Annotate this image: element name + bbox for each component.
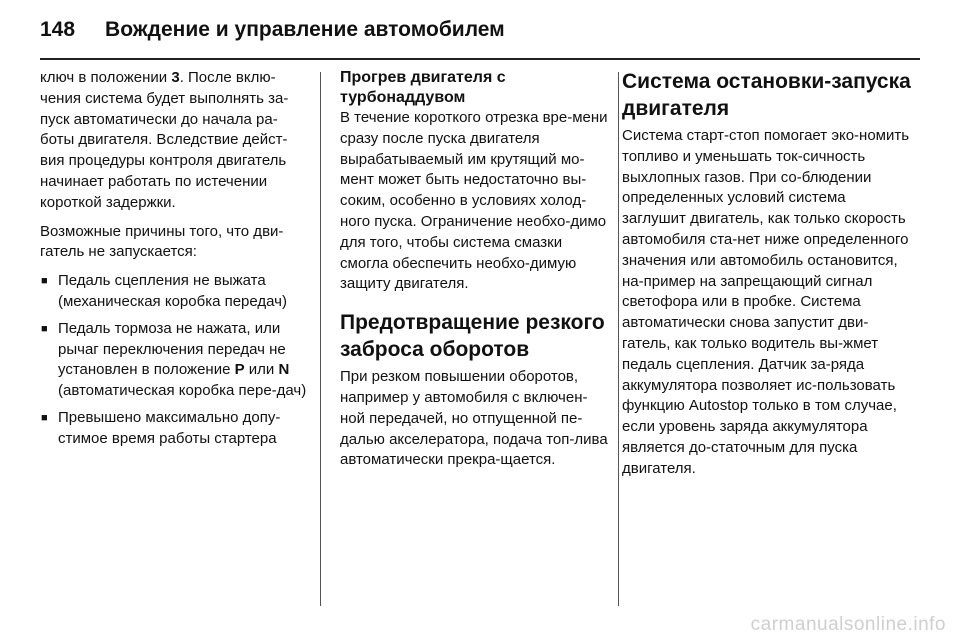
key-position-3: 3 xyxy=(171,69,180,86)
column-middle xyxy=(340,68,612,479)
column-right xyxy=(622,68,912,488)
page-number: 148 xyxy=(40,18,76,41)
turbo-warmup-paragraph: В течение короткого отрезка вре-мени сразу после пуска двигателя вырабатываемый им крутящий мо-мент может быть недостаточно вы-соким, особенно в условиях холод-ного пуска. Ограничение необхо-димо для того, чтобы система смазки смогла обеспечить необхо-димую защиту двигателя. xyxy=(340,109,608,293)
section-heading-turbo-warmup: Прогрев двигателя с турбонаддувом xyxy=(340,69,506,106)
column-divider xyxy=(618,72,619,606)
stop-start-paragraph: Система старт-стоп помогает эко-номить топливо и уменьшать ток-сичность выхлопных газов. При со-блюдении определенных условий система заглушит двигатель, как только скорость автомобиля ста-нет ниже определенного значения или автомобиль остановится, на-пример на запрещающий сигнал светофора или в пробке. Система автоматически снова запустит дви-гатель, как только водитель вы-жмет педаль сцепления. Датчик за-ряда аккумулятора позволяет ис-пользовать функцию Autostop только в том случае, если уровень заряда аккумулятора является до-статочным для пуска двигателя. xyxy=(622,127,910,477)
page-header xyxy=(40,10,505,50)
list-item xyxy=(40,271,310,313)
list-item-text: Педаль тормоза не нажата, или рычаг переключения передач не установлен в положение xyxy=(58,319,286,379)
intro-text-start: ключ в положении xyxy=(40,69,172,86)
intro-paragraph xyxy=(40,68,310,214)
section-heading-stop-start: Система остановки-запуска двигателя xyxy=(622,70,911,120)
list-item-text: Педаль сцепления не выжата (механическая коробка передач) xyxy=(58,272,287,310)
list-item-text: или xyxy=(244,361,279,379)
header-divider xyxy=(40,58,920,60)
intro-text-end: . После вклю-чения система будет выполнять за-пуск автоматически до начала ра-боты двигателя. Вследствие дейст-вия процедуры контроля двигатель начинает работать по истечении короткой задержки. xyxy=(40,69,289,211)
list-item xyxy=(40,319,310,402)
list-item-text: (автоматическая коробка пере-дач) xyxy=(58,382,307,400)
column-left xyxy=(40,68,310,456)
overrun-paragraph: При резком повышении оборотов, например у автомобиля с включен-ной передачей, но отпущенной пе-далью акселератора, подача топ-лива автоматически прекра-щается. xyxy=(340,368,608,469)
watermark: carmanualsonline.info xyxy=(750,614,946,635)
column-divider xyxy=(320,72,321,606)
list-item-text: Превышено максимально допу-стимое время работы стартера xyxy=(58,408,281,447)
list-item xyxy=(40,408,310,450)
reasons-paragraph: Возможные причины того, что дви-гатель не запускается: xyxy=(40,222,284,261)
gear-position-p: P xyxy=(234,361,245,379)
reasons-list xyxy=(40,271,310,449)
gear-position-n: N xyxy=(278,361,290,379)
section-heading-overrun: Предотвращение резкого заброса оборотов xyxy=(340,311,605,362)
page-title: Вождение и управление автомобилем xyxy=(105,18,505,41)
